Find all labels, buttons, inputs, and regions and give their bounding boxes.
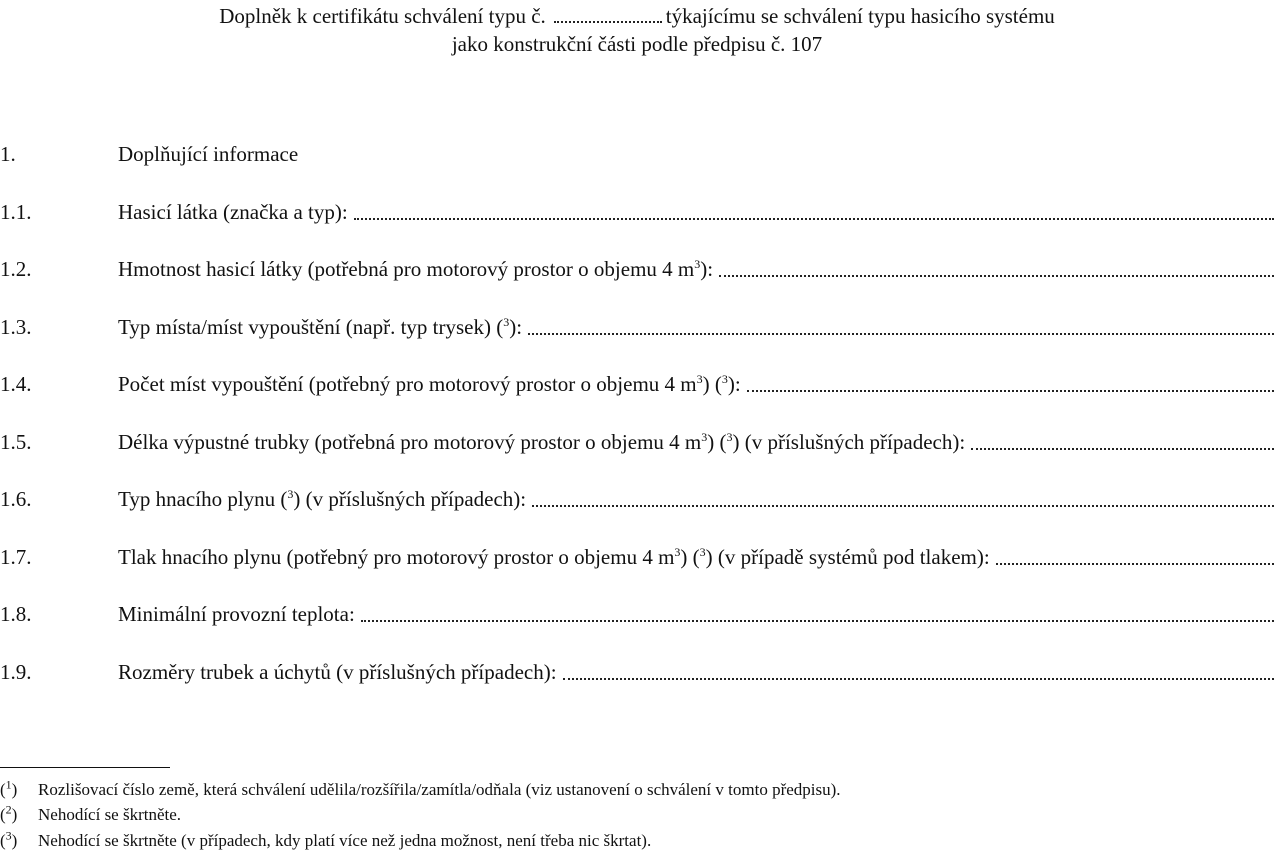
fill-in-dotted-line[interactable] (563, 677, 1274, 680)
footnote-2 (0, 803, 1274, 827)
item-number: 1.4. (0, 372, 32, 396)
fill-in-dotted-line[interactable] (996, 562, 1274, 565)
superscript: 2 (5, 802, 12, 817)
item-number: 1.1. (0, 200, 32, 224)
document-title (0, 2, 1274, 58)
fill-in-dotted-line[interactable] (528, 332, 1274, 335)
label-part: Typ místa/míst vypouštění (např. typ trysek) ( (118, 315, 504, 339)
item-number: 1.9. (0, 660, 32, 684)
footnote-mark (0, 778, 38, 802)
label-part: ) ( (702, 372, 722, 396)
label-part: Typ hnacího plynu ( (118, 487, 288, 511)
mark-paren: ) (11, 805, 18, 824)
footnote-3 (0, 829, 1274, 853)
superscript: 3 (696, 372, 703, 386)
certificate-number-blank (554, 7, 662, 23)
fill-in-dotted-line[interactable] (719, 274, 1274, 277)
title-line-2: jako konstrukční části podle předpisu č. 107 (451, 32, 823, 56)
form-item-1-4 (0, 369, 1274, 399)
superscript: 3 (5, 828, 12, 843)
mark-paren: ( (0, 831, 6, 850)
mark-paren: ) (11, 780, 18, 799)
item-label (118, 312, 522, 342)
item-label (118, 542, 990, 572)
label-part: ): (727, 372, 741, 396)
fill-in-dotted-line[interactable] (532, 504, 1274, 507)
label-part: Počet míst vypouštění (potřebný pro motorový prostor o objemu 4 m (118, 372, 697, 396)
fill-in-dotted-line[interactable] (361, 619, 1274, 622)
label-part: ): (700, 257, 714, 281)
title-text-part-1: Doplněk k certifikátu schválení typu č. (219, 4, 546, 28)
form-item-1-1 (0, 197, 1274, 227)
item-number: 1.8. (0, 602, 32, 626)
superscript: 3 (503, 315, 510, 329)
superscript: 3 (721, 372, 728, 386)
superscript: 3 (701, 430, 708, 444)
item-number: 1.7. (0, 545, 32, 569)
label-part: Tlak hnacího plynu (potřebný pro motorový prostor o objemu 4 m (118, 545, 675, 569)
fill-in-dotted-line[interactable] (747, 389, 1274, 392)
label-part: ) ( (707, 430, 727, 454)
item-label (118, 484, 526, 514)
footnote-text: Rozlišovací číslo země, která schválení udělila/rozšířila/zamítla/odňala (viz ustanovení o schválení v tomto předpisu). (38, 780, 841, 799)
fill-in-dotted-line[interactable] (354, 217, 1274, 220)
item-label (118, 369, 741, 399)
item-number: 1.6. (0, 487, 32, 511)
footnote-mark (0, 803, 38, 827)
fill-in-dotted-line[interactable] (971, 447, 1274, 450)
item-number: 1.3. (0, 315, 32, 339)
label-part: ) ( (680, 545, 700, 569)
mark-paren: ) (11, 831, 18, 850)
form-item-1-8 (0, 599, 1274, 629)
item-label: Minimální provozní teplota: (118, 602, 355, 626)
superscript: 3 (287, 487, 294, 501)
superscript: 1 (5, 777, 12, 792)
footnote-text: Nehodící se škrtněte (v případech, kdy platí více než jedna možnost, není třeba nic škrtat). (38, 831, 652, 850)
footnote-1 (0, 778, 1274, 802)
mark-paren: ( (0, 805, 6, 824)
title-text-part-2: týkajícímu se schválení typu hasicího systému (665, 4, 1055, 28)
label-part: ): (509, 315, 523, 339)
section-heading-row (0, 139, 1274, 169)
item-label: Rozměry trubek a úchytů (v příslušných případech): (118, 660, 557, 684)
footnote-text: Nehodící se škrtněte. (38, 805, 182, 824)
section-number: 1. (0, 142, 16, 166)
title-line-1 (0, 2, 1274, 30)
form-item-1-5 (0, 427, 1274, 457)
label-part: ) (v příslušných případech): (732, 430, 966, 454)
item-number: 1.5. (0, 430, 32, 454)
form-item-1-9 (0, 657, 1274, 687)
label-part: ) (v případě systémů pod tlakem): (705, 545, 990, 569)
footnote-mark (0, 829, 38, 853)
label-part: ) (v příslušných případech): (293, 487, 527, 511)
label-part: Hmotnost hasicí látky (potřebná pro motorový prostor o objemu 4 m (118, 257, 695, 281)
superscript: 3 (699, 545, 706, 559)
form-item-1-6 (0, 484, 1274, 514)
footnote-separator (0, 767, 170, 768)
section-heading: Doplňující informace (118, 142, 299, 166)
mark-paren: ( (0, 780, 6, 799)
item-label (118, 254, 713, 284)
item-number: 1.2. (0, 257, 32, 281)
form-item-1-7 (0, 542, 1274, 572)
item-label (118, 427, 965, 457)
superscript: 3 (674, 545, 681, 559)
label-part: Délka výpustné trubky (potřebná pro motorový prostor o objemu 4 m (118, 430, 702, 454)
item-label: Hasicí látka (značka a typ): (118, 200, 348, 224)
form-item-1-2 (0, 254, 1274, 284)
superscript: 3 (726, 430, 733, 444)
superscript: 3 (694, 257, 701, 271)
form-item-1-3 (0, 312, 1274, 342)
